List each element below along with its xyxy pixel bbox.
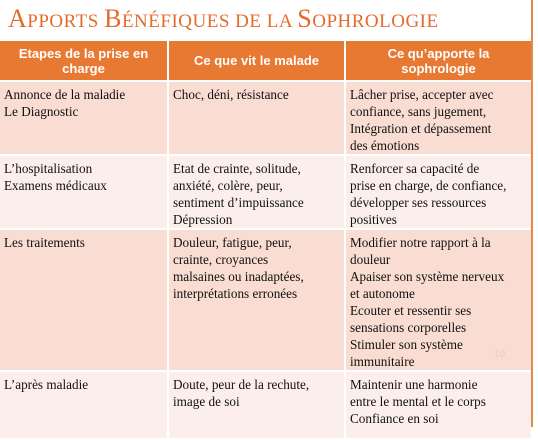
cell-benefit: Renforcer sa capacité de prise en charge, de confiance, développer ses ressources positives — [345, 155, 531, 229]
table-row — [0, 371, 531, 439]
table-row — [0, 155, 531, 229]
sophrology-table — [0, 41, 531, 440]
header-stages: Etapes de la prise en charge — [0, 41, 168, 81]
title-word-apports: PPORTS — [27, 11, 105, 32]
cell-experience: Choc, déni, résistance — [168, 81, 345, 155]
cell-experience: Doute, peur de la rechute, image de soi — [168, 371, 345, 439]
cell-stage: Les traitements — [0, 229, 168, 371]
title-initial-s: S — [297, 4, 313, 33]
cell-stage: Annonce de la maladie Le Diagnostic — [0, 81, 168, 155]
cell-benefit: Modifier notre rapport à la douleur Apaiser son système nerveux et autonome Ecouter et ressentir ses sensations corporelles Stimuler son système immunitaire — [345, 229, 531, 371]
table-row — [0, 81, 531, 155]
cell-stage: L’hospitalisation Examens médicaux — [0, 155, 168, 229]
cell-benefit: Lâcher prise, accepter avec confiance, sans jugement, Intégration et dépassement des émotions — [345, 81, 531, 155]
cell-experience: Douleur, fatigue, peur, crainte, croyances malsaines ou inadaptées, interprétations erronées — [168, 229, 345, 371]
slide-title — [8, 4, 528, 34]
header-patient-experience: Ce que vit le malade — [168, 41, 345, 81]
cell-stage: L’après maladie — [0, 371, 168, 439]
right-edge-rule — [531, 0, 533, 427]
title-word-benefiques: ÉNÉFIQUES DE LA — [121, 11, 298, 32]
cell-experience: Etat de crainte, solitude, anxiété, colère, peur, sentiment d’impuissance Dépression — [168, 155, 345, 229]
title-word-sophrologie: OPHROLOGIE — [312, 11, 439, 32]
header-sophrology-benefits: Ce qu’apporte la sophrologie — [345, 41, 531, 81]
cell-benefit: Maintenir une harmonie entre le mental et le corps Confiance en soi — [345, 371, 531, 439]
title-initial-a: A — [8, 4, 28, 33]
table-header-row — [0, 41, 531, 81]
table-row — [0, 229, 531, 371]
page-number: 10 — [494, 349, 506, 360]
title-initial-b: B — [104, 4, 122, 33]
